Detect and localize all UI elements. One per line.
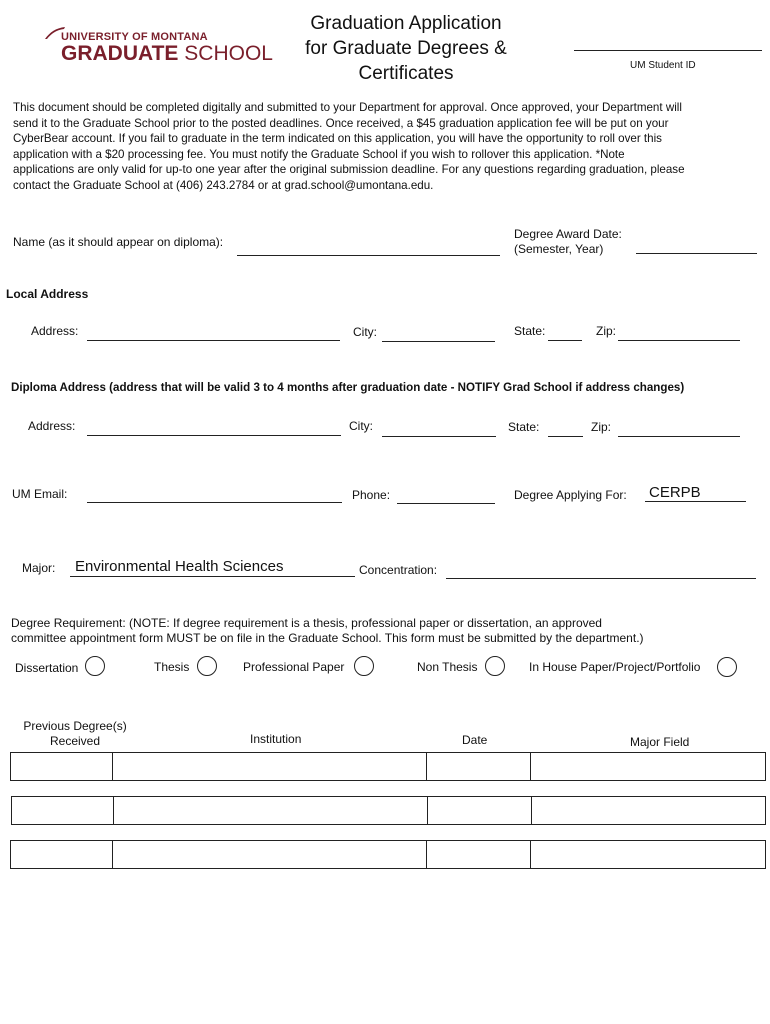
institution-cell[interactable] xyxy=(112,752,427,781)
degree-applying-value[interactable]: CERPB xyxy=(649,484,701,501)
email-label: UM Email: xyxy=(12,487,68,501)
in-house-radio[interactable] xyxy=(717,657,737,677)
col-header-previous-degrees-line1: Previous Degree(s) xyxy=(23,719,127,733)
award-date-sublabel: (Semester, Year) xyxy=(514,242,604,256)
option-professional-paper-label: Professional Paper xyxy=(243,660,345,674)
requirement-note-line-1: Degree Requirement: (NOTE: If degree requirement is a thesis, professional paper or dissertation, an approved xyxy=(11,616,602,630)
degree-applying-label: Degree Applying For: xyxy=(514,488,627,502)
local-state-label: State: xyxy=(514,324,546,338)
diploma-state-label: State: xyxy=(508,420,540,434)
intro-line: application with a $20 processing fee. You must notify the Graduate School if you wish to rollover this application. *Note xyxy=(13,147,625,161)
diploma-city-input[interactable] xyxy=(382,436,496,437)
student-id-input[interactable] xyxy=(574,50,762,51)
diploma-address-input[interactable] xyxy=(87,435,341,436)
prev-degree-cell[interactable] xyxy=(10,752,114,781)
local-city-input[interactable] xyxy=(382,341,495,342)
requirement-note-line-2: committee appointment form MUST be on file in the Graduate School. This form must be submitted by the department.) xyxy=(11,631,644,645)
institution-cell[interactable] xyxy=(113,796,428,825)
prev-degree-cell[interactable] xyxy=(11,796,115,825)
intro-line: applications are only valid for up-to one year after the original submission deadline. For any questions regarding graduation, please xyxy=(13,163,685,176)
degree-applying-input[interactable] xyxy=(645,501,746,502)
date-cell[interactable] xyxy=(427,796,532,825)
local-address-heading: Local Address xyxy=(6,287,89,301)
option-in-house-label: In House Paper/Project/Portfolio xyxy=(529,660,701,674)
diploma-city-label: City: xyxy=(349,419,373,433)
award-date-label: Degree Award Date: xyxy=(514,227,622,241)
title-line-3: Certificates xyxy=(358,63,454,84)
prev-degree-cell[interactable] xyxy=(10,840,114,869)
local-city-label: City: xyxy=(353,325,377,339)
option-non-thesis-label: Non Thesis xyxy=(417,660,478,674)
logo-university-name: UNIVERSITY OF MONTANA xyxy=(61,31,208,43)
email-input[interactable] xyxy=(87,502,342,503)
student-id-label: UM Student ID xyxy=(630,60,696,71)
col-header-previous-degrees-line2: Received xyxy=(49,734,101,748)
thesis-radio[interactable] xyxy=(197,656,217,676)
title-line-1: Graduation Application xyxy=(310,13,502,34)
option-dissertation-label: Dissertation xyxy=(15,661,79,675)
title-line-2: for Graduate Degrees & xyxy=(305,38,507,59)
professional-paper-radio[interactable] xyxy=(354,656,374,676)
intro-line: This document should be completed digitally and submitted to your Department for approval. Once approved, your Department will xyxy=(13,101,682,114)
phone-label: Phone: xyxy=(352,488,391,502)
diploma-address-heading: Diploma Address (address that will be valid 3 to 4 months after graduation date - NOTIFY Grad School if address changes) xyxy=(11,381,685,394)
diploma-zip-label: Zip: xyxy=(591,420,612,434)
non-thesis-radio[interactable] xyxy=(485,656,505,676)
major-field-cell[interactable] xyxy=(530,752,766,781)
major-value[interactable]: Environmental Health Sciences xyxy=(75,558,284,575)
logo-graduate-school xyxy=(61,42,273,66)
col-header-date: Date xyxy=(462,733,488,747)
logo-graduate-word: GRADUATE xyxy=(61,42,179,65)
option-thesis-label: Thesis xyxy=(154,660,190,674)
date-cell[interactable] xyxy=(426,752,531,781)
institution-cell[interactable] xyxy=(112,840,427,869)
date-cell[interactable] xyxy=(426,840,531,869)
diploma-address-label: Address: xyxy=(28,419,76,433)
diploma-zip-input[interactable] xyxy=(618,436,740,437)
diploma-state-input[interactable] xyxy=(548,436,583,437)
local-zip-label: Zip: xyxy=(596,324,617,338)
major-input[interactable] xyxy=(70,576,355,577)
col-header-previous-degrees xyxy=(14,719,136,749)
page-title xyxy=(286,11,526,86)
name-input[interactable] xyxy=(237,255,500,256)
intro-line: contact the Graduate School at (406) 243.2784 or at grad.school@umontana.edu. xyxy=(13,178,434,192)
logo-school-word: SCHOOL xyxy=(178,42,273,65)
col-header-major-field: Major Field xyxy=(630,735,690,749)
local-address-label: Address: xyxy=(31,324,79,338)
intro-paragraph xyxy=(13,100,685,193)
intro-line: CyberBear account. If you fail to graduate in the term indicated on this application, you will have the opportunity to roll over this xyxy=(13,132,662,145)
col-header-institution: Institution xyxy=(250,732,302,746)
intro-line: send it to the Graduate School prior to the posted deadlines. Once received, a $45 graduation application fee will be put on your xyxy=(13,116,669,130)
major-field-cell[interactable] xyxy=(530,840,766,869)
major-label: Major: xyxy=(22,561,56,575)
award-date-input[interactable] xyxy=(636,253,757,254)
local-state-input[interactable] xyxy=(548,340,582,341)
name-label: Name (as it should appear on diploma): xyxy=(13,235,224,249)
phone-input[interactable] xyxy=(397,503,495,504)
concentration-label: Concentration: xyxy=(359,563,438,577)
concentration-input[interactable] xyxy=(446,578,756,579)
local-address-input[interactable] xyxy=(87,340,340,341)
local-zip-input[interactable] xyxy=(618,340,740,341)
major-field-cell[interactable] xyxy=(531,796,766,825)
dissertation-radio[interactable] xyxy=(85,656,105,676)
